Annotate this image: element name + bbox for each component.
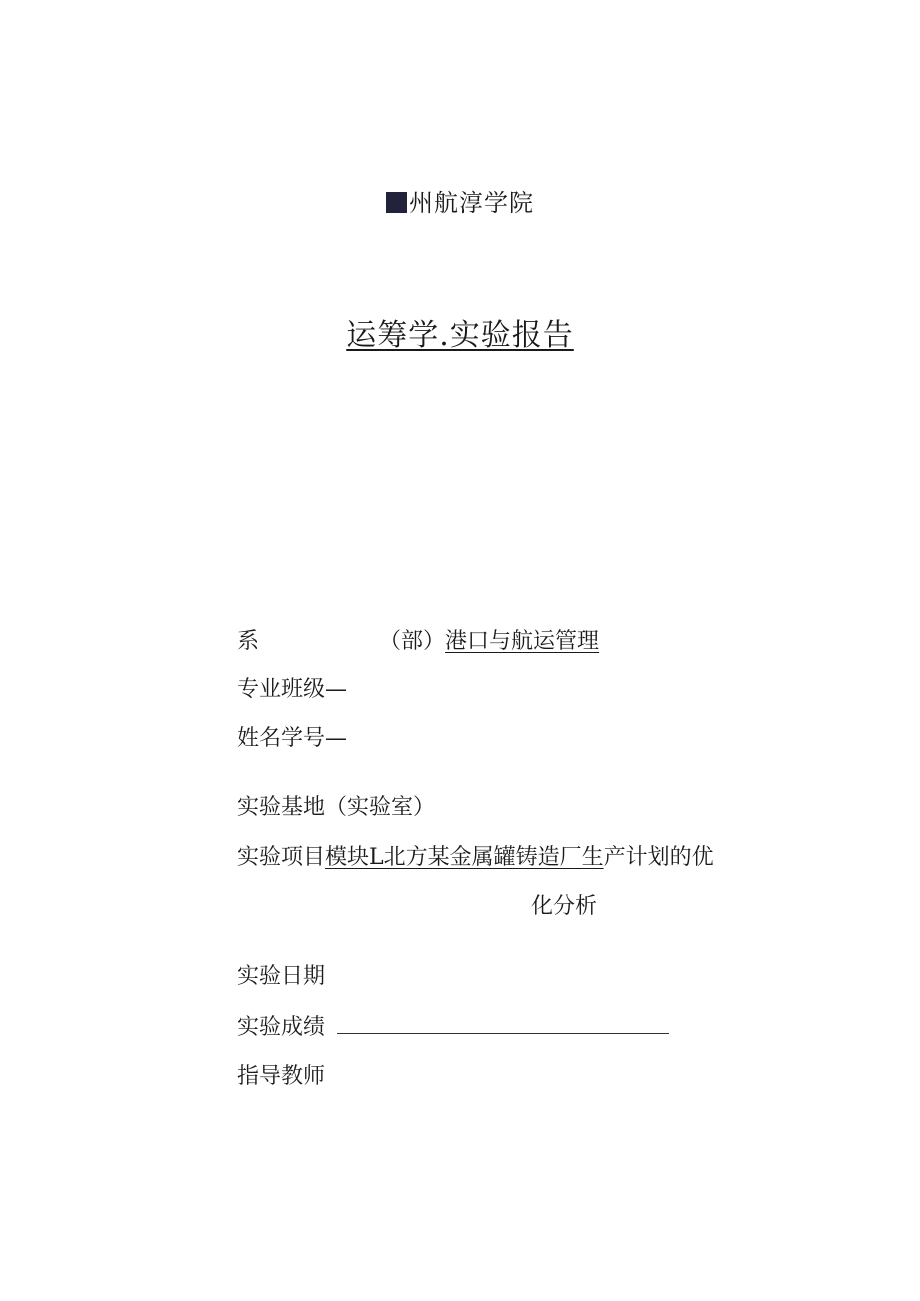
lab-base-label: 实验基地（实验室） xyxy=(237,795,436,820)
date-field xyxy=(237,963,325,991)
lab-base-field xyxy=(237,794,435,822)
class-label: 专业班级— xyxy=(237,677,348,702)
department-value: 港口与航运管理 xyxy=(445,629,600,654)
department-label: 系 xyxy=(237,629,260,654)
school-header xyxy=(0,183,920,218)
instructor-label: 指导教师 xyxy=(237,1064,326,1089)
project-value-rest: 产计划的优 xyxy=(603,845,714,870)
school-logo-block-icon xyxy=(386,192,407,213)
class-field xyxy=(237,676,347,704)
department-field xyxy=(237,628,599,656)
instructor-field xyxy=(237,1063,325,1091)
department-bracket: （部） xyxy=(379,629,446,654)
grade-blank-line xyxy=(337,1017,669,1034)
grade-label: 实验成绩 xyxy=(237,1015,326,1040)
project-value-underlined: 模块L北方某金属罐铸造厂生 xyxy=(325,845,604,870)
project-field xyxy=(237,844,714,872)
project-label: 实验项目 xyxy=(237,845,326,870)
date-label: 实验日期 xyxy=(237,964,326,989)
report-title-text: 运筹学.实验报告 xyxy=(346,318,574,353)
name-id-field xyxy=(237,725,347,753)
grade-field xyxy=(237,1014,669,1042)
project-value-continuation: 化分析 xyxy=(531,894,598,919)
name-id-label: 姓名学号— xyxy=(237,726,348,751)
school-name: 州航淳学院 xyxy=(409,189,534,217)
report-title xyxy=(0,310,920,354)
